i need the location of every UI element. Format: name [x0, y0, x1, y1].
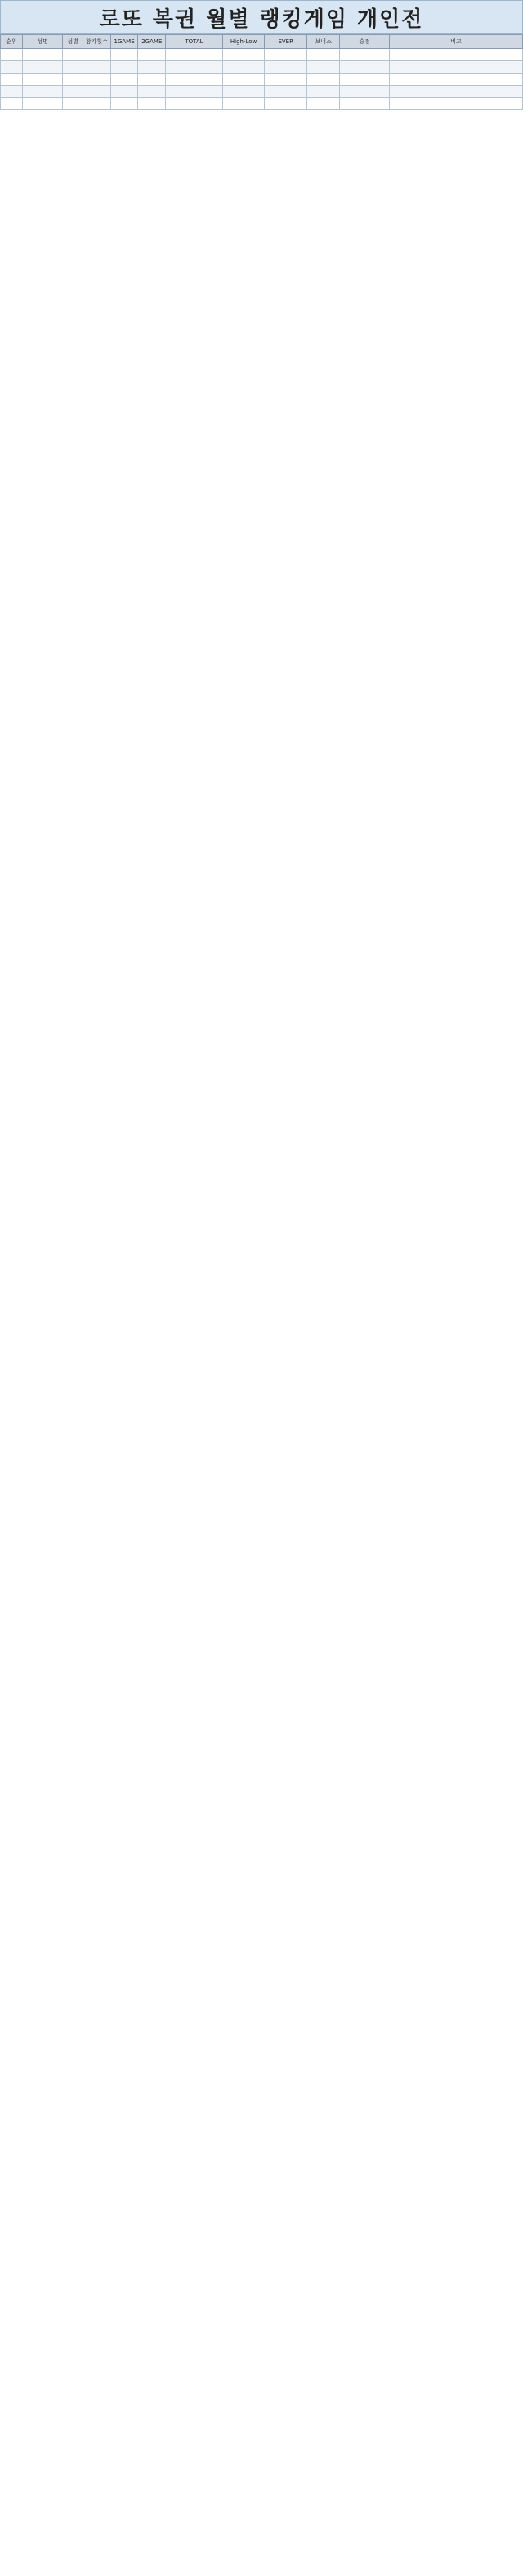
cell-rank: [1, 61, 23, 74]
cell-high-low: [222, 61, 265, 74]
cell-game1: [110, 74, 138, 86]
cell-total: [166, 61, 223, 74]
cell-note: [390, 98, 523, 110]
table-header: [1, 35, 523, 49]
cell-total: [166, 74, 223, 86]
cell-high-low: [222, 49, 265, 61]
cell-game1: [110, 49, 138, 61]
column-header-points: 승점: [340, 35, 390, 49]
cell-gender: [63, 61, 83, 74]
cell-points: [340, 61, 390, 74]
cell-total: [166, 49, 223, 61]
cell-bonus: [307, 61, 340, 74]
cell-high-low: [222, 86, 265, 98]
cell-ever: [265, 74, 307, 86]
cell-games: [83, 61, 111, 74]
cell-name: [22, 49, 62, 61]
cell-note: [390, 49, 523, 61]
cell-rank: [1, 98, 23, 110]
cell-points: [340, 86, 390, 98]
cell-ever: [265, 86, 307, 98]
cell-points: [340, 49, 390, 61]
cell-total: [166, 86, 223, 98]
column-header-high-low: High-Low: [222, 35, 265, 49]
column-header-game1: 1GAME: [110, 35, 138, 49]
table-row: [1, 98, 523, 110]
cell-name: [22, 86, 62, 98]
cell-rank: [1, 49, 23, 61]
table-body: [1, 49, 523, 110]
cell-ever: [265, 61, 307, 74]
cell-game1: [110, 98, 138, 110]
cell-game2: [138, 86, 166, 98]
cell-game1: [110, 86, 138, 98]
cell-high-low: [222, 98, 265, 110]
cell-note: [390, 74, 523, 86]
table-row: [1, 86, 523, 98]
cell-points: [340, 74, 390, 86]
cell-gender: [63, 49, 83, 61]
table-row: [1, 61, 523, 74]
column-header-name: 성명: [22, 35, 62, 49]
cell-bonus: [307, 74, 340, 86]
cell-high-low: [222, 74, 265, 86]
cell-name: [22, 74, 62, 86]
column-header-games: 참가횟수: [83, 35, 111, 49]
column-header-gender: 성별: [63, 35, 83, 49]
column-header-game2: 2GAME: [138, 35, 166, 49]
cell-name: [22, 98, 62, 110]
column-header-note: 비고: [390, 35, 523, 49]
table-row: [1, 74, 523, 86]
cell-note: [390, 86, 523, 98]
cell-games: [83, 49, 111, 61]
cell-bonus: [307, 49, 340, 61]
ranking-table: [0, 34, 523, 110]
cell-ever: [265, 98, 307, 110]
cell-games: [83, 86, 111, 98]
cell-game2: [138, 49, 166, 61]
column-header-bonus: 보너스: [307, 35, 340, 49]
cell-game2: [138, 98, 166, 110]
cell-ever: [265, 49, 307, 61]
cell-name: [22, 61, 62, 74]
cell-bonus: [307, 86, 340, 98]
cell-game2: [138, 74, 166, 86]
cell-rank: [1, 86, 23, 98]
cell-games: [83, 98, 111, 110]
cell-game1: [110, 61, 138, 74]
cell-points: [340, 98, 390, 110]
column-header-rank: 순위: [1, 35, 23, 49]
column-header-total: TOTAL: [166, 35, 223, 49]
cell-gender: [63, 86, 83, 98]
cell-bonus: [307, 98, 340, 110]
column-header-ever: EVER: [265, 35, 307, 49]
cell-games: [83, 74, 111, 86]
cell-total: [166, 98, 223, 110]
cell-rank: [1, 74, 23, 86]
header-row: [1, 35, 523, 49]
page-title: 로또 복권 월별 랭킹게임 개인전: [0, 0, 523, 34]
cell-note: [390, 61, 523, 74]
cell-game2: [138, 61, 166, 74]
table-row: [1, 49, 523, 61]
cell-gender: [63, 98, 83, 110]
cell-gender: [63, 74, 83, 86]
